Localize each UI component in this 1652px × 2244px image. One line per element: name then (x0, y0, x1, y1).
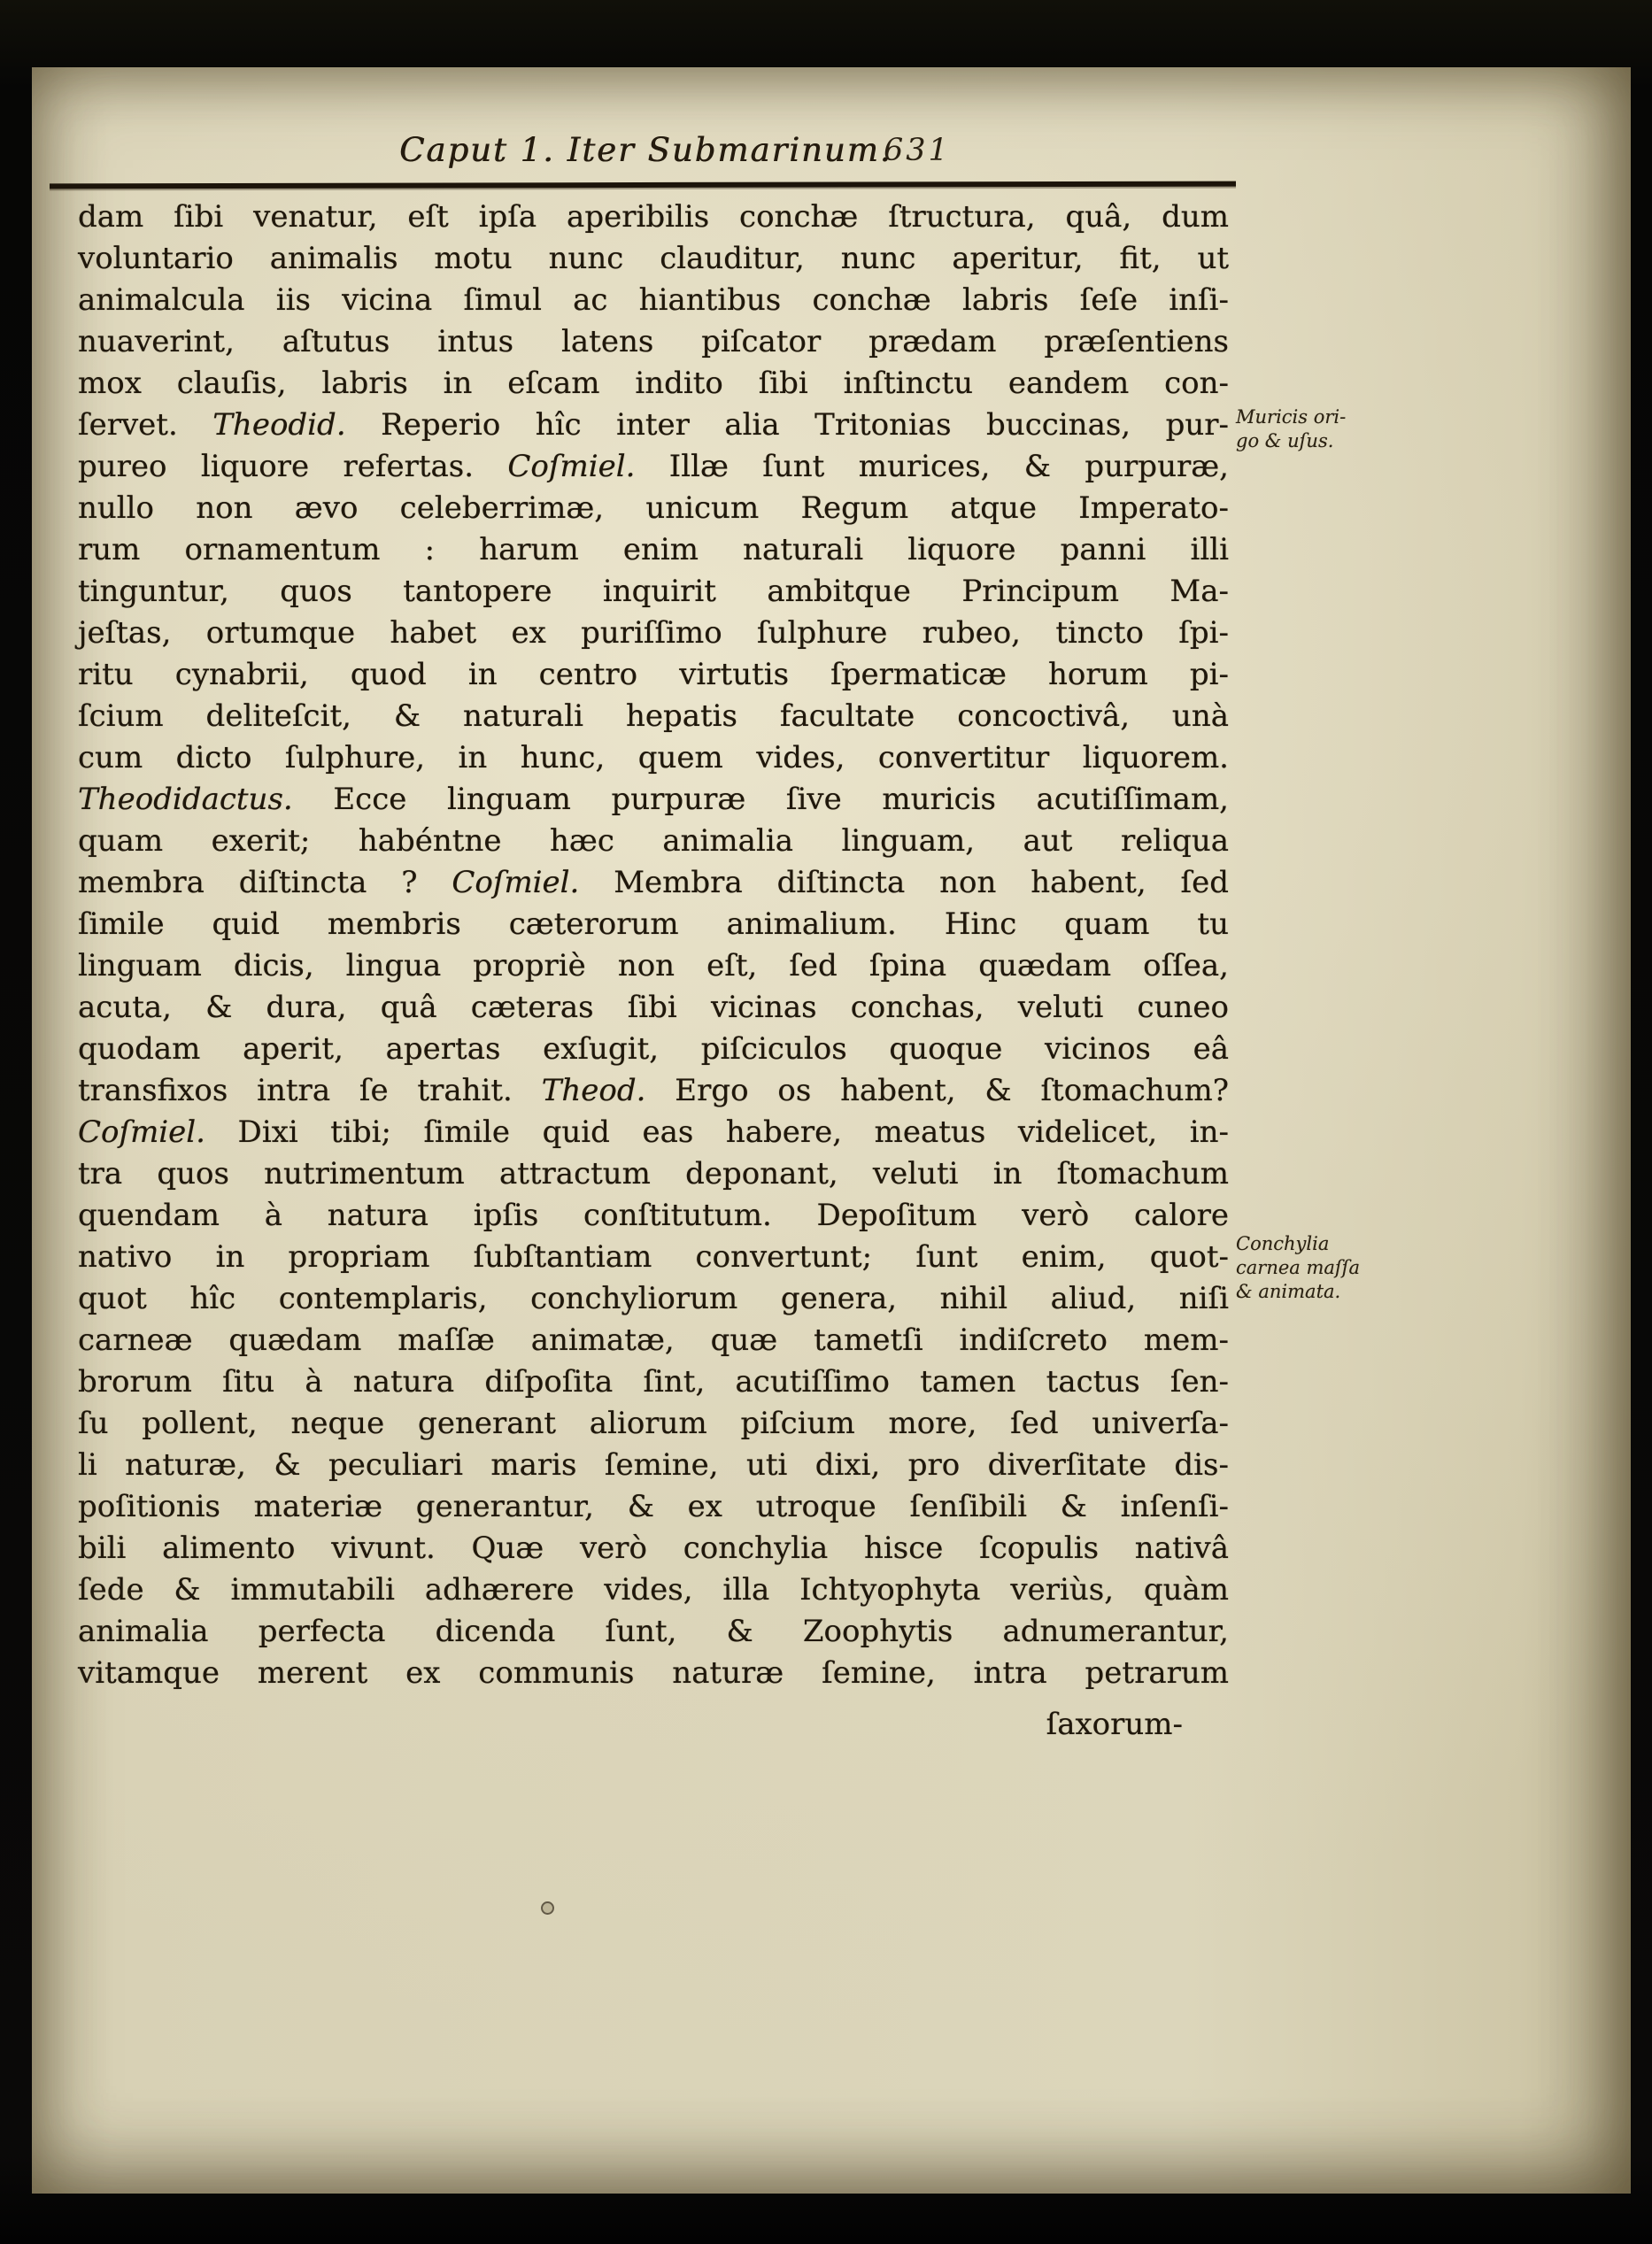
body-line: jeſtas, ortumque habet ex puriſſimo ſulphure rubeo, tincto ſpi- (78, 615, 1229, 651)
body-line: poſitionis materiæ generantur, & ex utroque ſenſibili & inſenſi- (78, 1489, 1229, 1524)
body-line: brorum ſitu à natura diſpoſita ſint, acutiſſimo tamen tactus ſen- (78, 1364, 1229, 1400)
body-line: ſu pollent, neque generant aliorum piſcium more, ſed univerſa- (78, 1406, 1229, 1441)
body-line: nullo non ævo celeberrimæ, unicum Regum atque Imperato- (78, 490, 1229, 526)
body-line: Coſmiel. Dixi tibi; ſimile quid eas habere, meatus videlicet, in- (78, 1114, 1229, 1150)
body-line: tinguntur, quos tantopere inquirit ambitque Principum Ma- (78, 574, 1229, 609)
header-rule (50, 181, 1236, 189)
margin-note-conchylia (1236, 1232, 1397, 1304)
body-line: cum dicto ſulphure, in hunc, quem vides, convertitur liquorem. (78, 740, 1229, 775)
book-page (32, 67, 1631, 2194)
body-line: ſcium deliteſcit, & naturali hepatis facultate concoctivâ, unà (78, 698, 1229, 734)
margin-note-line: go & uſus. (1236, 430, 1334, 451)
body-line: dam ſibi venatur, eſt ipſa aperibilis conchæ ſtructura, quâ, dum (78, 199, 1229, 235)
margin-note-line: & animata. (1236, 1281, 1341, 1302)
body-line: li naturæ, & peculiari maris ſemine, uti dixi, pro diverſitate dis- (78, 1447, 1229, 1483)
body-line: animalia perfecta dicenda ſunt, & Zoophytis adnumerantur, (78, 1614, 1229, 1649)
body-line: mox clauſis, labris in eſcam indito ſibi inſtinctu eandem con- (78, 366, 1229, 401)
body-line: membra diſtincta ? Coſmiel. Membra diſtincta non habent, ſed (78, 865, 1229, 900)
catchword: ſaxorum- (1046, 1707, 1183, 1742)
body-line: quodam aperit, apertas exſugit, piſciculos quoque vicinos eâ (78, 1031, 1229, 1067)
body-line: transfixos intra ſe trahit. Theod. Ergo os habent, & ſtomachum? (78, 1073, 1229, 1108)
body-line: ritu cynabrii, quod in centro virtutis ſpermaticæ horum pi- (78, 657, 1229, 692)
body-line: nuaverint, aſtutus intus latens piſcator prædam præſentiens (78, 324, 1229, 359)
body-line: quot hîc contemplaris, conchyliorum genera, nihil aliud, niſi (78, 1281, 1229, 1316)
body-line: tra quos nutrimentum attractum deponant, veluti in ſtomachum (78, 1156, 1229, 1191)
running-header: Caput 1. Iter Submarinum. (399, 131, 892, 169)
body-line: bili alimento vivunt. Quæ verò conchylia hisce ſcopulis nativâ (78, 1531, 1229, 1566)
body-line: rum ornamentum : harum enim naturali liquore panni illi (78, 532, 1229, 567)
body-line: ſimile quid membris cæterorum animalium. Hinc quam tu (78, 906, 1229, 942)
body-line: vitamque merent ex communis naturæ ſemine, intra petrarum (78, 1655, 1229, 1691)
body-line: quendam à natura ipſis conſtitutum. Depoſitum verò calore (78, 1198, 1229, 1233)
body-line: acuta, & dura, quâ cæteras ſibi vicinas conchas, veluti cuneo (78, 990, 1229, 1025)
body-line: quam exerit; habéntne hæc animalia linguam, aut reliqua (78, 823, 1229, 859)
body-line: nativo in propriam ſubſtantiam convertunt; ſunt enim, quot- (78, 1239, 1229, 1275)
body-line: linguam dicis, lingua propriè non eſt, ſed ſpina quædam oſſea, (78, 948, 1229, 983)
body-line: ſervet. Theodid. Reperio hîc inter alia Tritonias buccinas, pur- (78, 407, 1229, 443)
body-text (78, 197, 1229, 1694)
body-line: pureo liquore refertas. Coſmiel. Illæ ſunt murices, & purpuræ, (78, 449, 1229, 484)
margin-note-line: Muricis ori- (1236, 406, 1347, 428)
body-line: animalcula iis vicina ſimul ac hiantibus conchæ labris ſeſe inſi- (78, 282, 1229, 318)
body-line: voluntario animalis motu nunc clauditur, nunc aperitur, fit, ut (78, 241, 1229, 276)
margin-note-line: carnea maſſa (1236, 1257, 1360, 1278)
page-number: 631 (884, 133, 951, 168)
body-line: ſede & immutabili adhærere vides, illa Ichtyophyta veriùs, quàm (78, 1572, 1229, 1608)
margin-note-muricis (1236, 405, 1397, 453)
body-line: carneæ quædam maſſæ animatæ, quæ tametſi indiſcreto mem- (78, 1322, 1229, 1358)
body-line: Theodidactus. Ecce linguam purpuræ ſive muricis acutiſſimam, (78, 782, 1229, 817)
printer-ornament-dot (541, 1901, 554, 1915)
margin-note-line: Conchylia (1236, 1233, 1330, 1254)
